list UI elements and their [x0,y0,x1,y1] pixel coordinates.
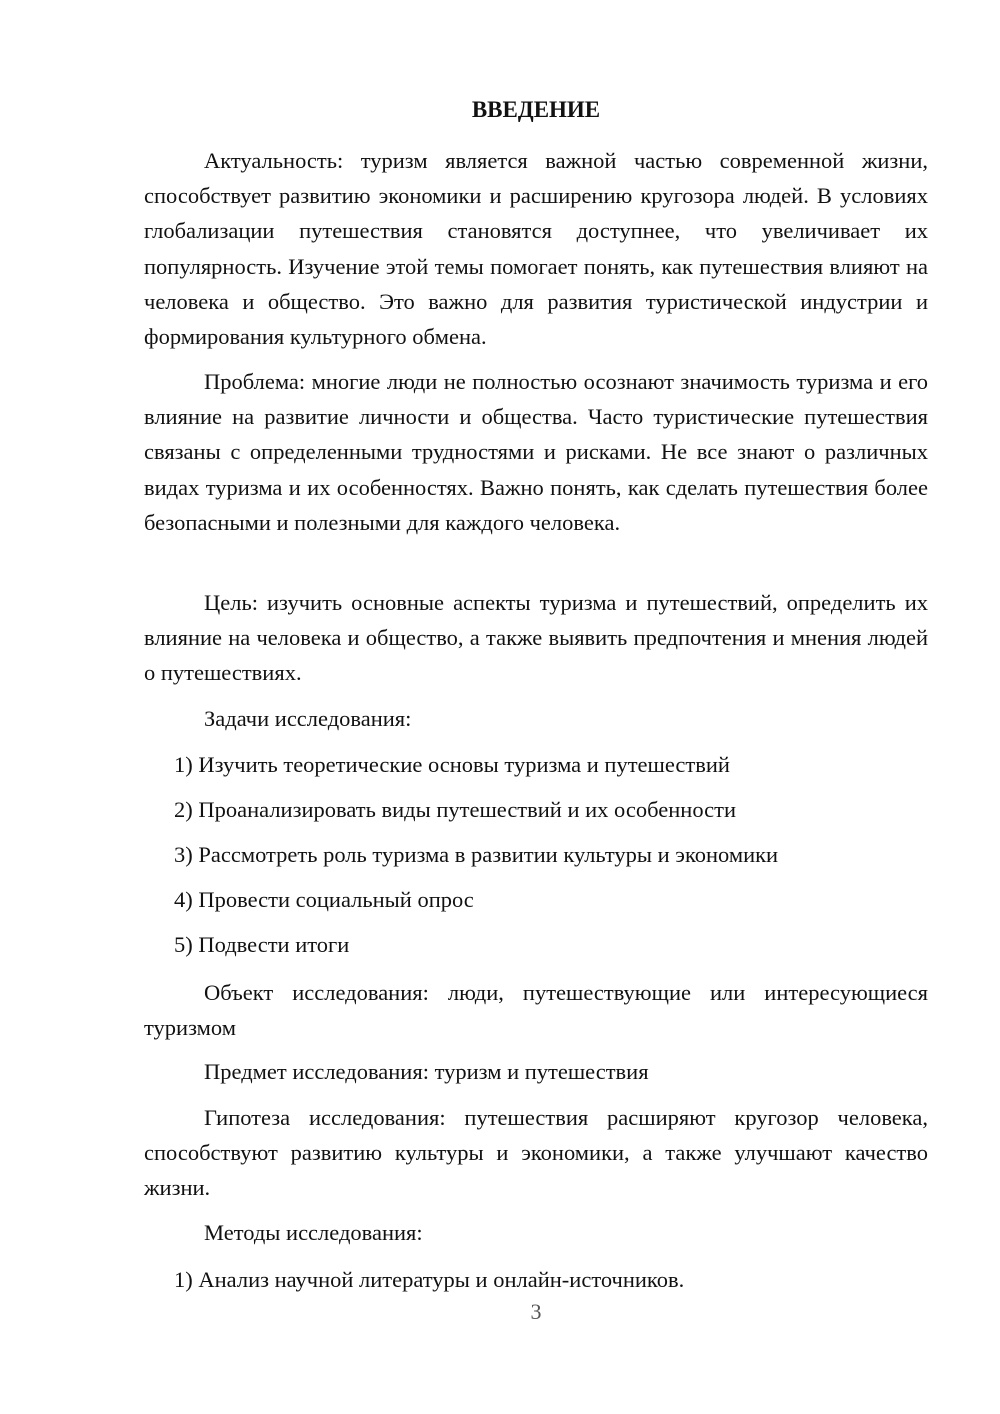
problem-paragraph: Проблема: многие люди не полностью осознают значимость туризма и его влияние на развитие личности и общества. Часто туристические путешествия связаны с определенными трудностями и рисками. Не все знают о различных видах туризма и их особенностях. Важно понять, как сделать путешествия более безопасными и полезными для каждого человека. [144,369,928,535]
task-item: 5) Подвести итоги [174,932,350,957]
page-title: ВВЕДЕНИЕ [471,97,601,122]
relevance-paragraph: Актуальность: туризм является важной частью современной жизни, способствует развитию экономики и расширению кругозора людей. В условиях глобализации путешествия становятся доступнее, что увеличивает их популярность. Изучение этой темы помогает понять, как путешествия влияют на человека и общество. Это важно для развития туристической индустрии и формирования культурного обмена. [144,148,928,350]
task-item: 1) Изучить теоретические основы туризма и путешествий [174,752,730,777]
subject-paragraph: Предмет исследования: туризм и путешествия [204,1059,649,1084]
tasks-label: Задачи исследования: [204,706,412,731]
goal-paragraph: Цель: изучить основные аспекты туризма и путешествий, определить их влияние на человека и общество, а также выявить предпочтения и мнения людей о путешествиях. [144,590,928,686]
object-paragraph: Объект исследования: люди, путешествующие или интересующиеся туризмом [144,980,928,1041]
task-item: 3) Рассмотреть роль туризма в развитии культуры и экономики [174,842,779,867]
task-item: 2) Проанализировать виды путешествий и их особенности [174,797,736,822]
page-number: 3 [530,1299,542,1324]
hypothesis-paragraph: Гипотеза исследования: путешествия расширяют кругозор человека, способствуют развитию культуры и экономики, а также улучшают качество жизни. [144,1105,928,1201]
task-item: 4) Провести социальный опрос [174,887,474,912]
methods-label: Методы исследования: [204,1220,423,1245]
method-item: 1) Анализ научной литературы и онлайн-источников. [174,1267,685,1292]
